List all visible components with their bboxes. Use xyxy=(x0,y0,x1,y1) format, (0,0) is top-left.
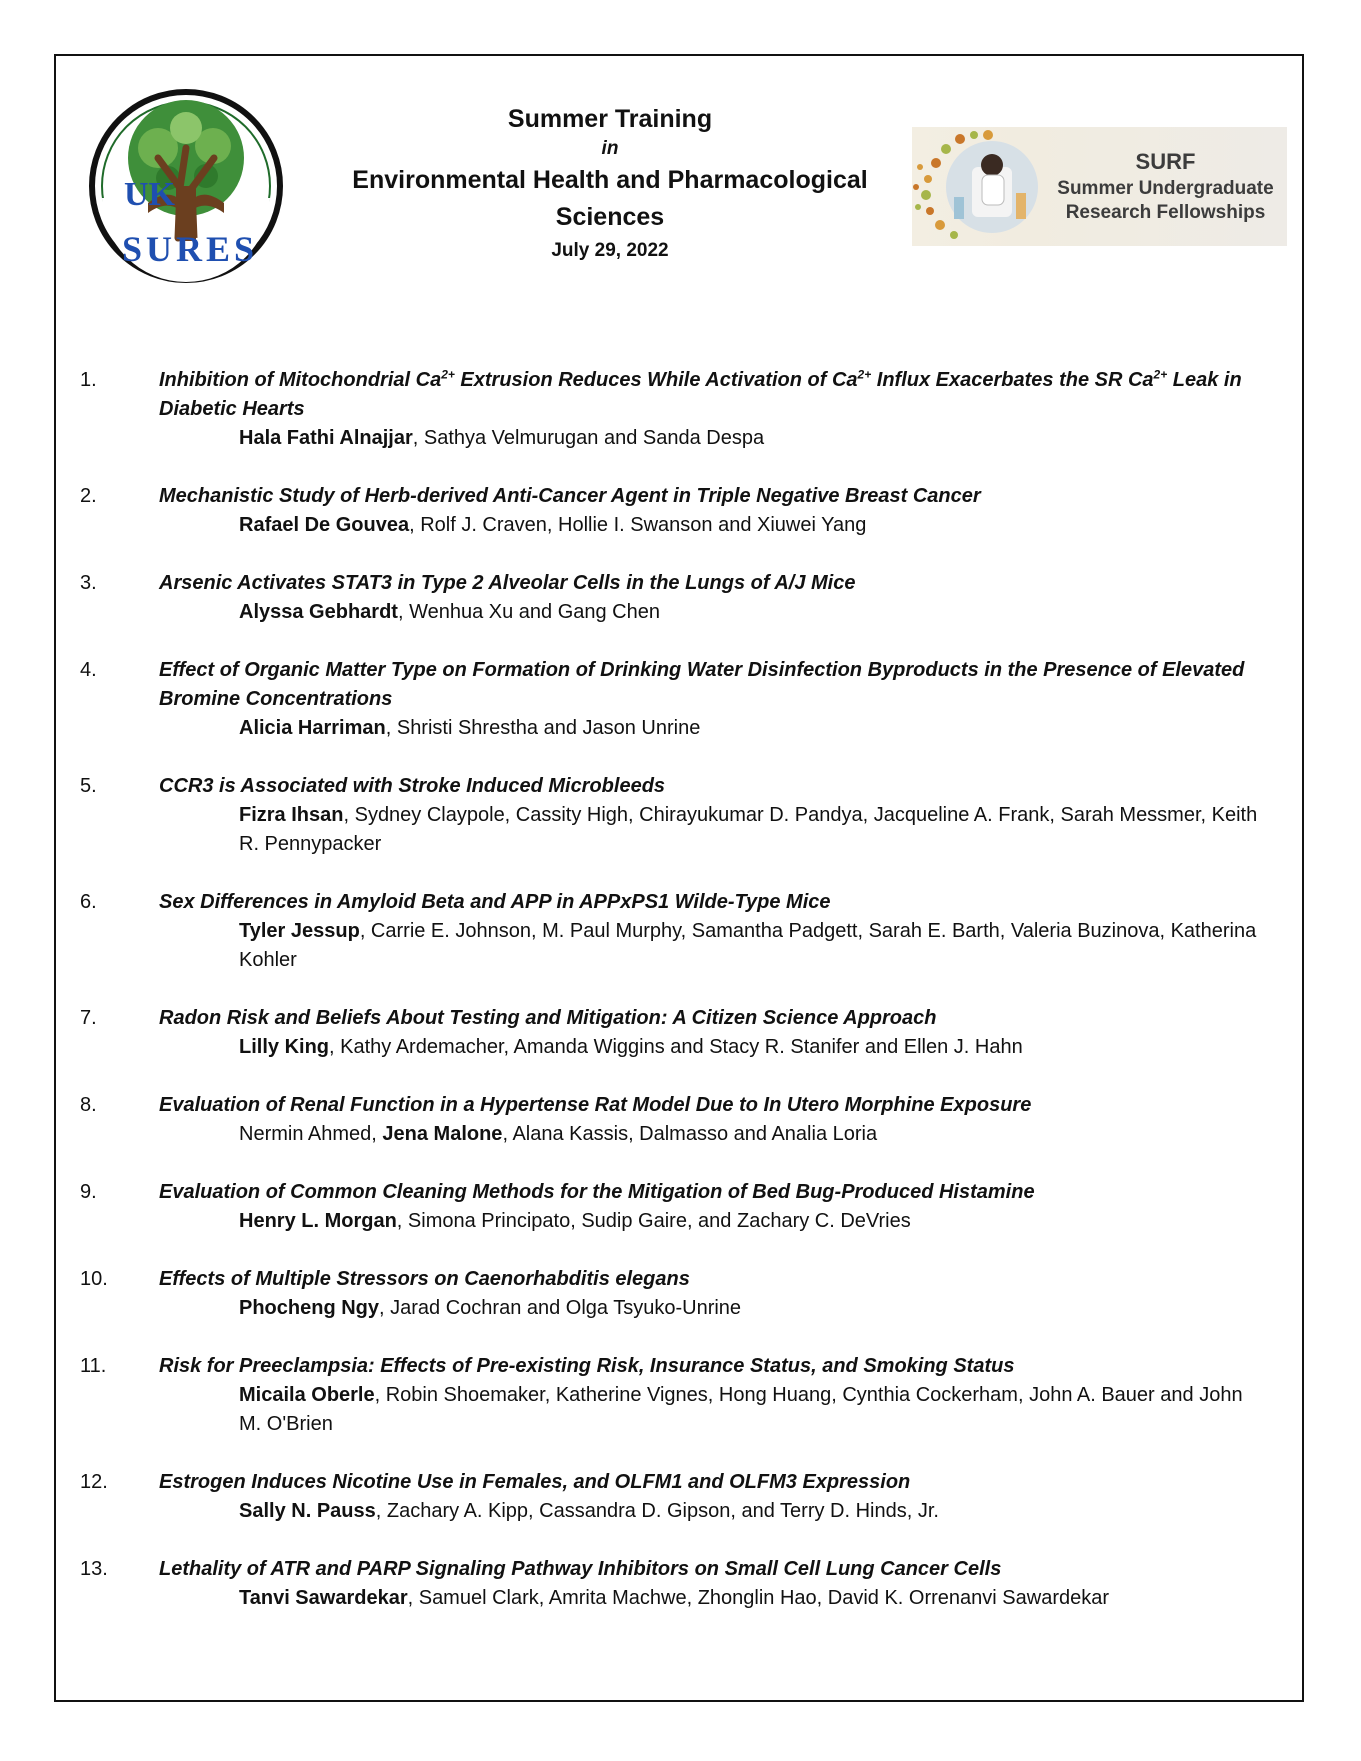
author-list xyxy=(239,1120,1259,1149)
co-authors: , Kathy Ardemacher, Amanda Wiggins and Stacy R. Stanifer and Ellen J. Hahn xyxy=(329,1036,1023,1058)
co-authors: , Shristi Shrestha and Jason Unrine xyxy=(385,717,701,739)
title-text: Inhibition of Mitochondrial Ca xyxy=(159,369,442,391)
surf-logo-subtitle-line2: Research Fellowships xyxy=(1065,202,1266,223)
list-item xyxy=(0,1004,1361,1062)
co-authors-before: Nermin Ahmed, xyxy=(239,1123,383,1145)
header-subtitle-line1: Environmental Health and Pharmacological xyxy=(352,166,868,194)
presenting-author: Lilly King xyxy=(239,1036,329,1058)
co-authors: , Robin Shoemaker, Katherine Vignes, Hong Huang, Cynthia Cockerham, John A. Bauer and John M. O'Brien xyxy=(239,1384,1243,1435)
author-list xyxy=(239,511,1259,540)
list-item xyxy=(0,656,1361,743)
list-item xyxy=(0,888,1361,975)
presentation-title: Sex Differences in Amyloid Beta and APP in APPxPS1 Wilde-Type Mice xyxy=(159,891,831,913)
co-authors: , Sathya Velmurugan and Sanda Despa xyxy=(412,427,765,449)
co-authors: , Rolf J. Craven, Hollie I. Swanson and Xiuwei Yang xyxy=(409,514,867,536)
list-item xyxy=(0,569,1361,627)
presentation-title: Risk for Preeclampsia: Effects of Pre-existing Risk, Insurance Status, and Smoking Status xyxy=(159,1355,1015,1377)
presenting-author: Tyler Jessup xyxy=(239,920,360,942)
title-superscript: 2+ xyxy=(441,367,455,382)
list-item xyxy=(0,366,1361,453)
co-authors: , Simona Principato, Sudip Gaire, and Zachary C. DeVries xyxy=(396,1210,911,1232)
presentation-list xyxy=(0,366,1361,1642)
author-list xyxy=(239,714,1259,743)
co-authors: , Wenhua Xu and Gang Chen xyxy=(397,601,660,623)
title-superscript: 2+ xyxy=(1153,367,1168,382)
presenting-author: Micaila Oberle xyxy=(239,1384,375,1406)
item-number: 7. xyxy=(80,1007,97,1029)
header-title: Summer Training xyxy=(507,105,713,133)
co-authors: , Alana Kassis, Dalmasso and Analia Loria xyxy=(502,1123,878,1145)
list-item xyxy=(0,772,1361,859)
presentation-title: Evaluation of Common Cleaning Methods for the Mitigation of Bed Bug-Produced Histamine xyxy=(159,1181,1035,1203)
item-number: 3. xyxy=(80,572,97,594)
author-list xyxy=(239,1497,1259,1526)
surf-logo xyxy=(912,127,1287,246)
header-date: July 29, 2022 xyxy=(551,240,669,261)
co-authors: , Carrie E. Johnson, M. Paul Murphy, Samantha Padgett, Sarah E. Barth, Valeria Buzinova, Katherina Kohler xyxy=(239,920,1257,971)
item-number: 11. xyxy=(80,1355,107,1377)
page-header xyxy=(320,102,900,266)
presenting-author: Alicia Harriman xyxy=(239,717,386,739)
item-number: 6. xyxy=(80,891,97,913)
co-authors: , Sydney Claypole, Cassity High, Chirayukumar D. Pandya, Jacqueline A. Frank, Sarah Messmer, Keith R. Pennypacker xyxy=(239,804,1258,855)
presentation-title: Evaluation of Renal Function in a Hypertense Rat Model Due to In Utero Morphine Exposure xyxy=(159,1094,1032,1116)
author-list xyxy=(239,917,1259,975)
item-number: 1. xyxy=(80,369,97,391)
header-subtitle-line2: Sciences xyxy=(555,203,665,231)
title-text: Influx Exacerbates the SR Ca xyxy=(871,369,1154,391)
presenting-author: Alyssa Gebhardt xyxy=(239,601,398,623)
sures-logo-uk: UK xyxy=(124,176,175,213)
surf-logo-subtitle xyxy=(1044,177,1287,225)
author-list xyxy=(239,801,1259,859)
item-number: 4. xyxy=(80,659,97,681)
presentation-title: Effect of Organic Matter Type on Formation of Drinking Water Disinfection Byproducts in the Presence of Elevated Bromine Concentrations xyxy=(159,659,1245,710)
presentation-title: CCR3 is Associated with Stroke Induced Microbleeds xyxy=(159,775,666,797)
presentation-title xyxy=(159,366,1279,424)
presentation-title: Estrogen Induces Nicotine Use in Females, and OLFM1 and OLFM3 Expression xyxy=(159,1471,911,1493)
author-list xyxy=(239,424,1259,453)
sures-logo xyxy=(88,88,284,284)
author-list xyxy=(239,1381,1259,1439)
presenting-author: Phocheng Ngy xyxy=(239,1297,380,1319)
presenting-author: Henry L. Morgan xyxy=(239,1210,397,1232)
item-number: 2. xyxy=(80,485,97,507)
title-text: Extrusion Reduces While Activation of Ca xyxy=(454,369,858,391)
presentation-title: Arsenic Activates STAT3 in Type 2 Alveolar Cells in the Lungs of A/J Mice xyxy=(159,572,856,594)
sures-logo-text: SURES xyxy=(122,229,259,269)
co-authors: , Samuel Clark, Amrita Machwe, Zhonglin Hao, David K. Orrenanvi Sawardekar xyxy=(407,1587,1110,1609)
author-list xyxy=(239,1584,1259,1613)
presenting-author: Fizra Ihsan xyxy=(239,804,344,826)
item-number: 13. xyxy=(80,1558,108,1580)
list-item xyxy=(0,1265,1361,1323)
item-number: 12. xyxy=(80,1471,108,1493)
title-text: Leak in Diabetic Hearts xyxy=(159,369,1242,420)
presenting-author: Jena Malone xyxy=(382,1123,503,1145)
item-number: 10. xyxy=(80,1268,108,1290)
presenting-author: Hala Fathi Alnajjar xyxy=(239,427,413,449)
item-number: 9. xyxy=(80,1181,97,1203)
surf-logo-subtitle-line1: Summer Undergraduate xyxy=(1057,178,1274,199)
author-list xyxy=(239,598,1259,627)
presenting-author: Rafael De Gouvea xyxy=(239,514,410,536)
title-superscript: 2+ xyxy=(857,367,872,382)
list-item xyxy=(0,1468,1361,1526)
co-authors: , Jarad Cochran and Olga Tsyuko-Unrine xyxy=(379,1297,742,1319)
author-list xyxy=(239,1294,1259,1323)
presenting-author: Tanvi Sawardekar xyxy=(239,1587,408,1609)
presentation-title: Radon Risk and Beliefs About Testing and Mitigation: A Citizen Science Approach xyxy=(159,1007,937,1029)
presentation-title: Effects of Multiple Stressors on Caenorhabditis elegans xyxy=(159,1268,690,1290)
header-in: in xyxy=(601,138,619,159)
list-item xyxy=(0,1091,1361,1149)
item-number: 8. xyxy=(80,1094,97,1116)
author-list xyxy=(239,1207,1259,1236)
presentation-title: Mechanistic Study of Herb-derived Anti-Cancer Agent in Triple Negative Breast Cancer xyxy=(159,485,981,507)
presentation-title: Lethality of ATR and PARP Signaling Pathway Inhibitors on Small Cell Lung Cancer Cells xyxy=(159,1558,1002,1580)
co-authors: , Zachary A. Kipp, Cassandra D. Gipson, and Terry D. Hinds, Jr. xyxy=(375,1500,939,1522)
presenting-author: Sally N. Pauss xyxy=(239,1500,376,1522)
author-list xyxy=(239,1033,1259,1062)
list-item xyxy=(0,1178,1361,1236)
list-item xyxy=(0,1555,1361,1613)
surf-logo-title: SURF xyxy=(1135,149,1196,174)
list-item xyxy=(0,1352,1361,1439)
list-item xyxy=(0,482,1361,540)
item-number: 5. xyxy=(80,775,97,797)
